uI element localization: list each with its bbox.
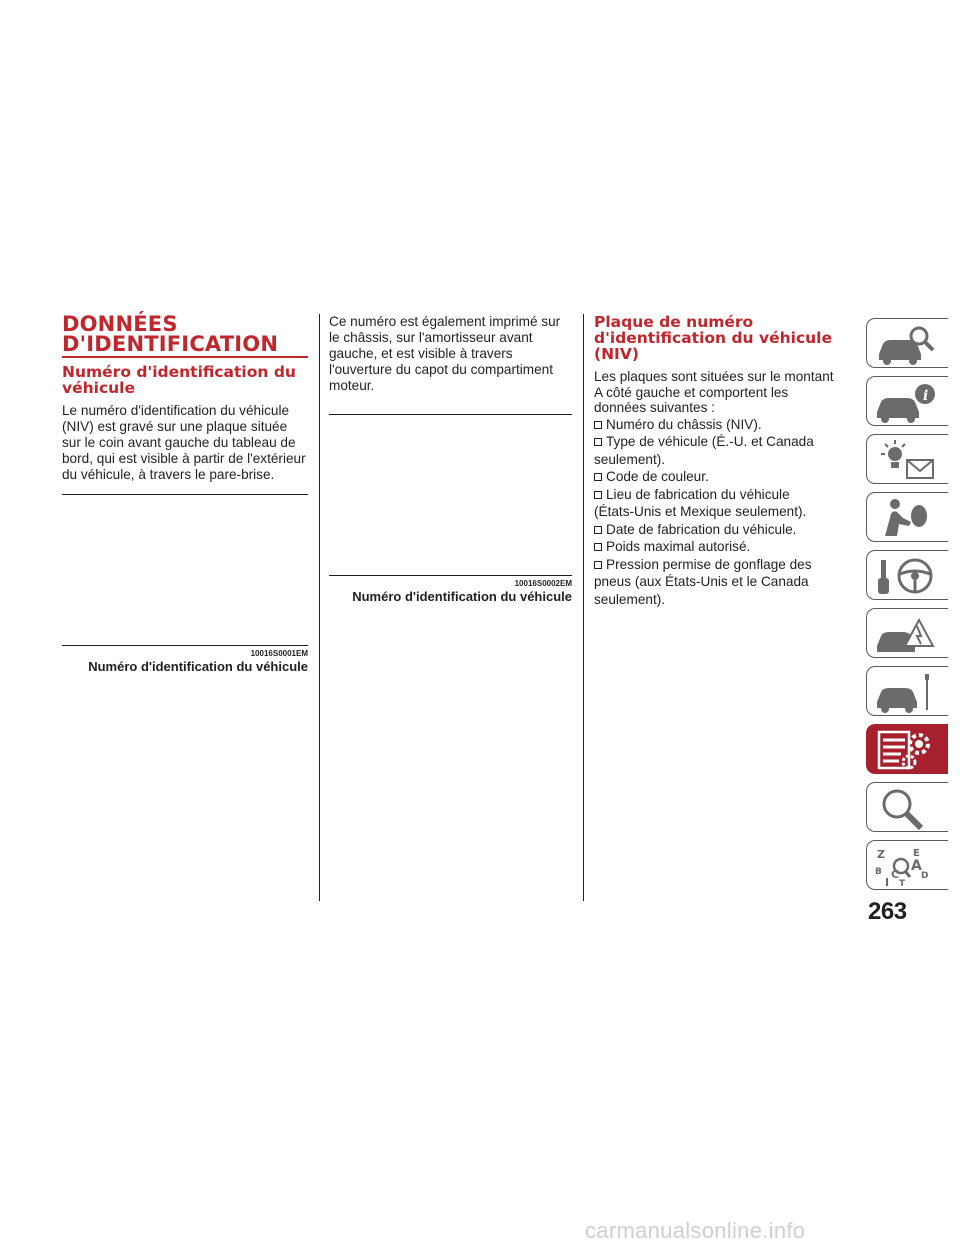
- checkbox-icon: [594, 561, 602, 569]
- tab-maintenance[interactable]: [866, 666, 948, 716]
- tab-index[interactable]: [866, 782, 948, 832]
- list-gear-icon: [873, 728, 939, 772]
- bullet-item: Code de couleur.: [594, 468, 834, 486]
- checkbox-icon: [594, 438, 602, 446]
- bullet-item: Date de fabrication du véhicule.: [594, 521, 834, 539]
- checkbox-icon: [594, 543, 602, 551]
- car-wrench-icon: [873, 670, 939, 714]
- title-underline: [62, 356, 308, 358]
- figure-bottom-rule: [329, 575, 572, 576]
- svg-text:I: I: [885, 876, 890, 888]
- tab-seat-airbag[interactable]: [866, 492, 948, 542]
- section-title: DONNÉES D'IDENTIFICATION: [62, 312, 279, 356]
- bullet-list: [594, 416, 834, 609]
- key-steering-wheel-icon: [873, 554, 939, 598]
- figure-code: 10016S0001EM: [250, 649, 308, 658]
- svg-text:D: D: [921, 871, 929, 881]
- warning-light-message-icon: [873, 438, 939, 482]
- car-info-icon: [873, 380, 939, 424]
- tab-alphabetical-index[interactable]: [866, 840, 948, 890]
- page-number: 263: [868, 898, 907, 925]
- column-1: [62, 314, 308, 674]
- car-accident-icon: [873, 612, 939, 656]
- tab-emergency[interactable]: [866, 608, 948, 658]
- figure-caption: Numéro d'identification du véhicule: [352, 589, 572, 604]
- body-paragraph: Ce numéro est également imprimé sur le châssis, sur l'amortisseur avant gauche, et est visible à travers l'ouverture du capot du compartiment moteur.: [329, 314, 561, 393]
- figure-area: [329, 415, 572, 575]
- subsection-title: Plaque de numéro d'identification du véhicule (NIV): [594, 313, 832, 363]
- bullet-item: Pression permise de gonflage des pneus (aux États-Unis et le Canada seulement).: [594, 556, 812, 607]
- seat-airbag-icon: [873, 496, 939, 540]
- car-search-icon: [873, 322, 939, 366]
- tab-warning-lights[interactable]: [866, 434, 948, 484]
- checkbox-icon: [594, 473, 602, 481]
- column-3: [594, 314, 834, 608]
- intro-paragraph: Les plaques sont situées sur le montant A côté gauche et comportent les données suivantes :: [594, 369, 834, 415]
- watermark[interactable]: carmanualsonline.info: [585, 1218, 806, 1243]
- svg-text:E: E: [913, 848, 920, 859]
- subsection-title: Numéro d'identification du véhicule: [62, 363, 296, 397]
- checkbox-icon: [594, 526, 602, 534]
- svg-text:T: T: [899, 879, 906, 888]
- tab-car-search[interactable]: [866, 318, 948, 368]
- alphabet-index-icon: [873, 844, 939, 888]
- bullet-item: Lieu de fabrication du véhicule (États-Unis et Mexique seulement).: [594, 486, 807, 519]
- svg-text:A: A: [911, 858, 922, 874]
- svg-text:C: C: [891, 868, 900, 881]
- figure-code: 10016S0002EM: [514, 579, 572, 588]
- figure-bottom-rule: [62, 645, 308, 646]
- tab-technical-data[interactable]: [866, 724, 948, 774]
- figure-area: [62, 495, 308, 645]
- bullet-item: Type de véhicule (É.-U. et Canada seulement).: [594, 434, 814, 467]
- column-divider-2: [583, 314, 584, 901]
- bullet-item: Numéro du châssis (NIV).: [594, 416, 834, 434]
- body-paragraph: Le numéro d'identification du véhicule (NIV) est gravé sur une plaque située sur le coin avant gauche du tableau de bord, qui est visible à partir de l'extérieur du véhicule, à travers le pare-brise.: [62, 403, 306, 482]
- figure-caption: Numéro d'identification du véhicule: [88, 659, 308, 674]
- svg-text:Z: Z: [877, 848, 885, 861]
- checkbox-icon: [594, 491, 602, 499]
- chapter-tabs: [866, 318, 948, 898]
- checkbox-icon: [594, 421, 602, 429]
- svg-text:i: i: [923, 388, 929, 404]
- column-divider-1: [319, 314, 320, 901]
- tab-start-driving[interactable]: [866, 550, 948, 600]
- bullet-item: Poids maximal autorisé.: [594, 538, 834, 556]
- tab-car-info[interactable]: [866, 376, 948, 426]
- column-2: [329, 314, 572, 604]
- magnifier-icon: [873, 786, 939, 830]
- svg-text:B: B: [875, 867, 882, 877]
